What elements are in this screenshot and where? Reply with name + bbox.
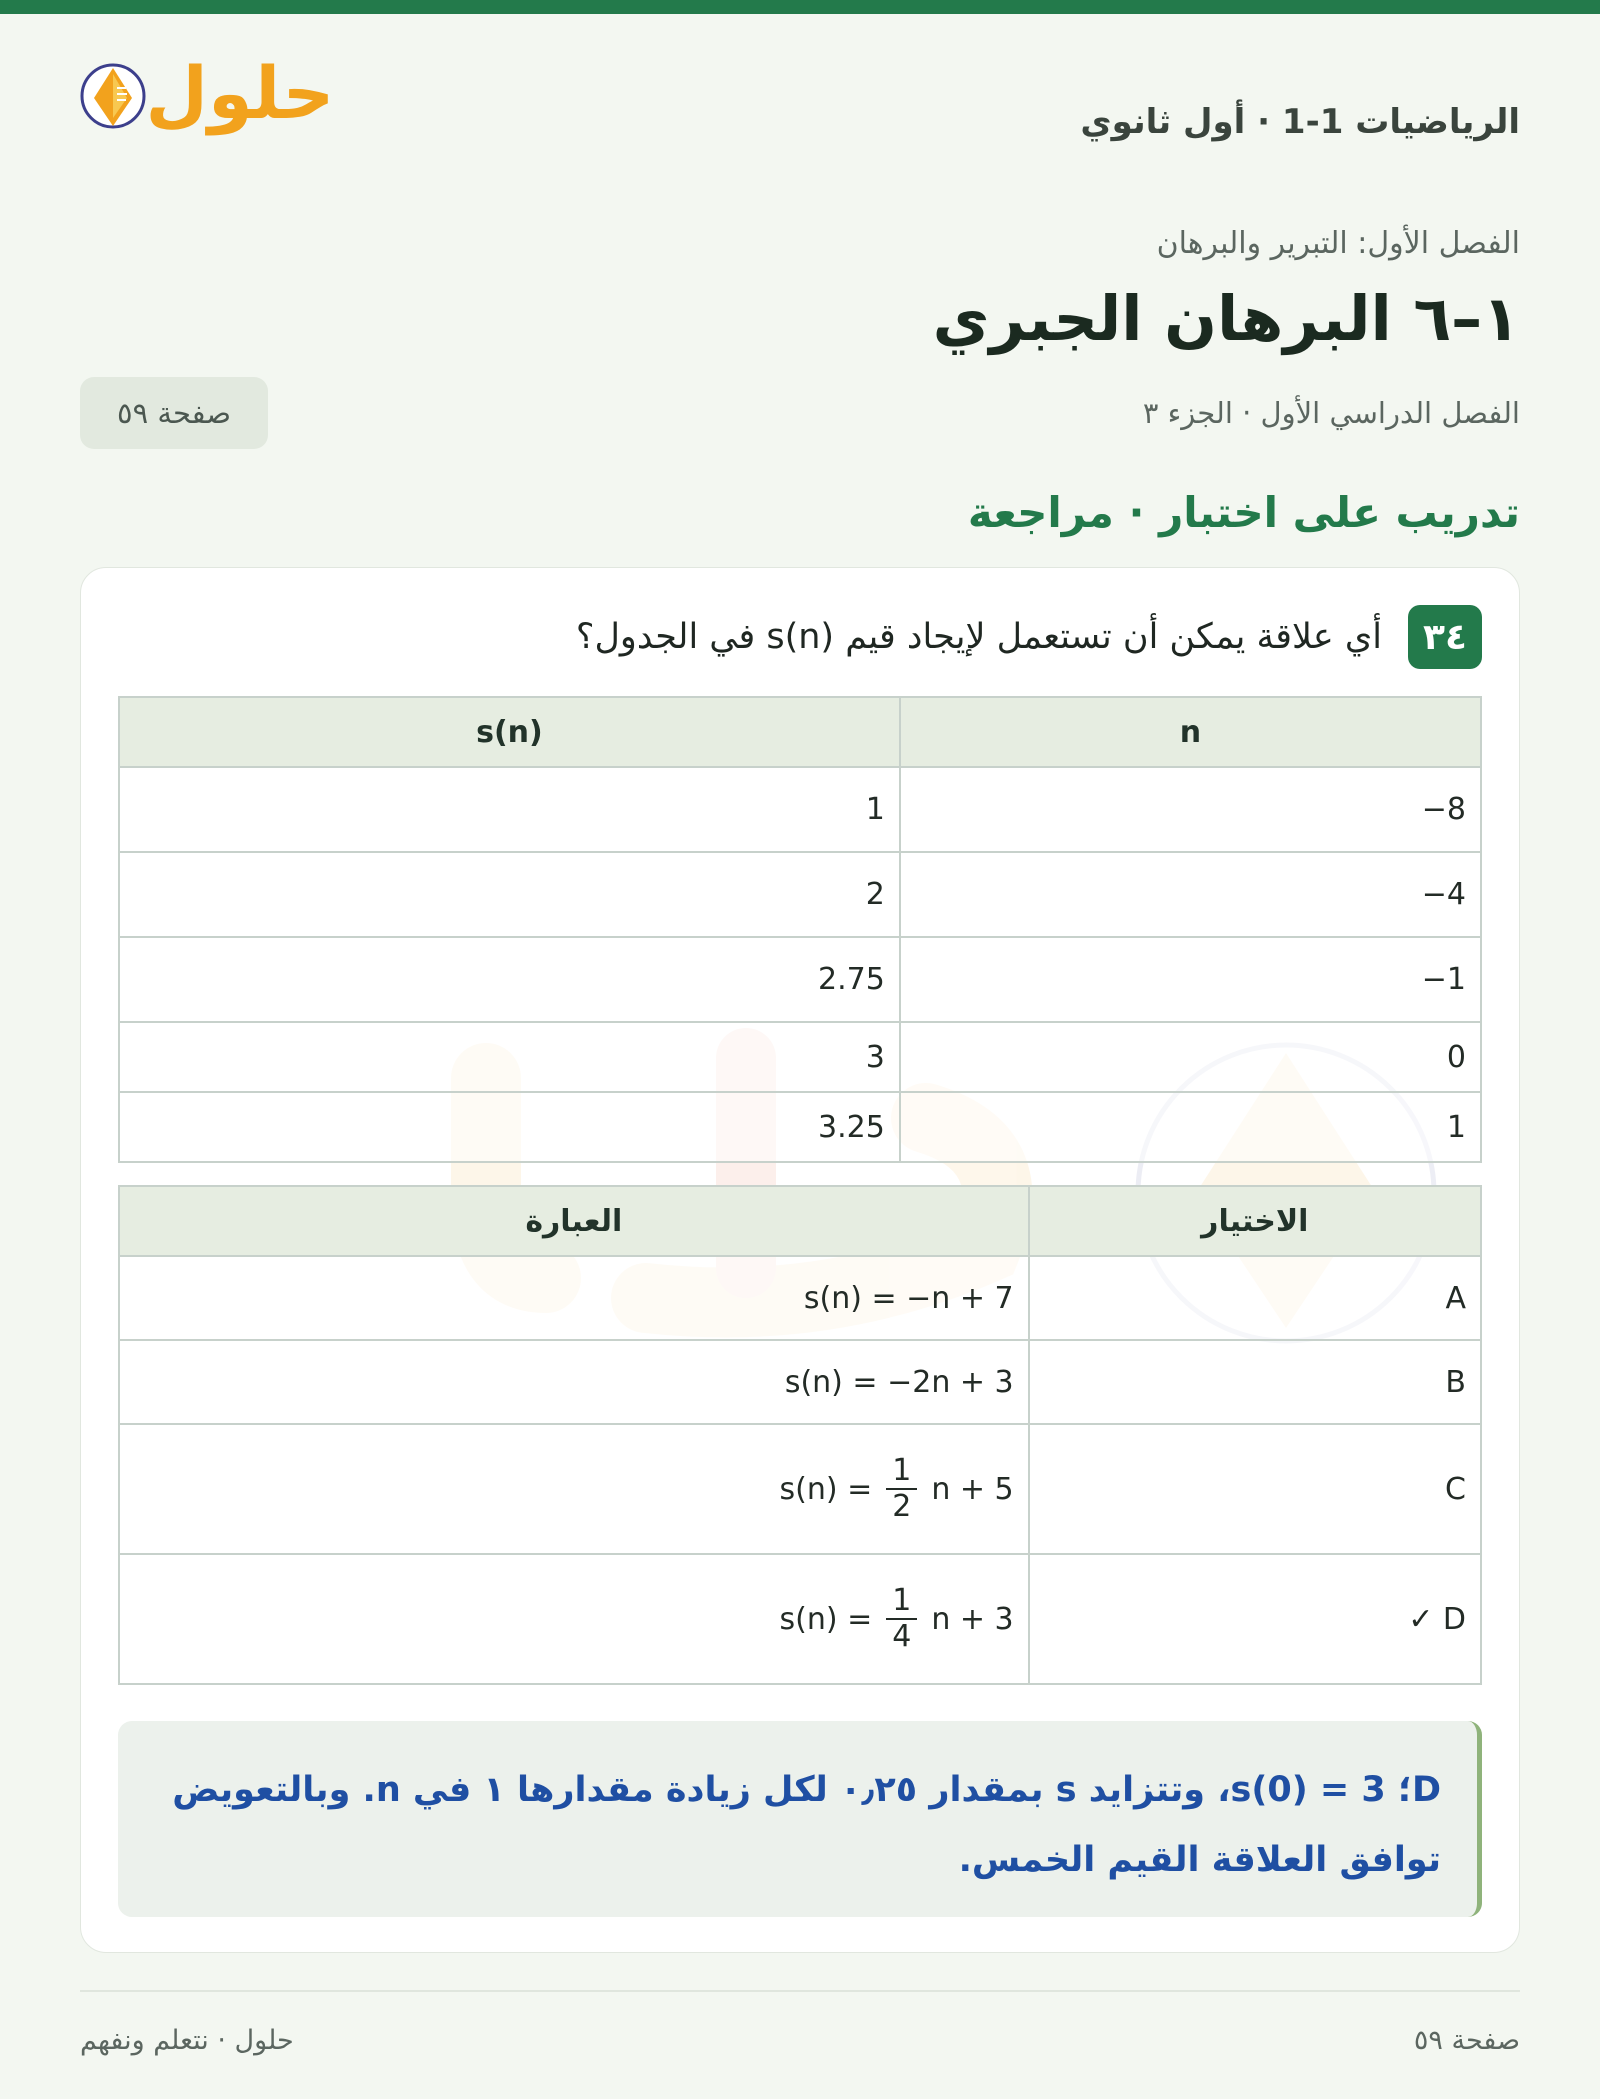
choice-row-a (119, 1256, 1481, 1340)
expression-rhs: n + 3 (931, 1601, 1014, 1637)
column-header-choice: الاختيار (1029, 1186, 1481, 1256)
expression-lhs: s(n) = (779, 1471, 873, 1507)
hulul-logo[interactable] (80, 60, 380, 190)
table-row (119, 1092, 1481, 1162)
sn-cell: 3.25 (119, 1092, 900, 1162)
n-cell: −8 (900, 767, 1481, 852)
choices-table-header-row (119, 1186, 1481, 1256)
fraction (886, 1584, 917, 1655)
choice-row-c (119, 1424, 1481, 1554)
n-cell: 1 (900, 1092, 1481, 1162)
choice-label: C (1029, 1424, 1481, 1554)
sn-cell: 2.75 (119, 937, 900, 1022)
question-number-badge: ٣٤ (1408, 605, 1482, 669)
sn-cell: 1 (119, 767, 900, 852)
answer-box (118, 1721, 1482, 1917)
values-table-header-row (119, 697, 1481, 767)
footer-divider (80, 1990, 1520, 1992)
question-header (576, 605, 1482, 669)
question-text: أي علاقة يمكن أن تستعمل لإيجاد قيم s(n) في الجدول؟ (575, 617, 1382, 657)
n-cell: −1 (900, 937, 1481, 1022)
choice-row-d (119, 1554, 1481, 1684)
term-label: الفصل الدراسي الأول · الجزء ٣ (1142, 396, 1520, 430)
expression-cell: s(n) = −2n + 3 (119, 1340, 1029, 1424)
subject-label: الرياضيات 1-1 · أول ثانوي (1080, 102, 1520, 142)
footer-page-number: صفحة ٥٩ (1413, 2025, 1520, 2056)
expression-lhs: s(n) = (779, 1601, 873, 1637)
page-header (80, 60, 1520, 190)
question-card (80, 567, 1520, 1953)
choice-row-b (119, 1340, 1481, 1424)
answer-text: D؛ s(0) = 3، وتتزايد s بمقدار ٠٫٢٥ لكل زيادة مقدارها ١ في n. وبالتعويض توافق العلاقة القيم الخمس. (172, 1770, 1441, 1880)
column-header-n: n (900, 697, 1481, 767)
table-row (119, 767, 1481, 852)
fraction (886, 1454, 917, 1525)
choices-table (118, 1185, 1482, 1685)
sn-cell: 2 (119, 852, 900, 937)
fraction-expression (779, 1584, 1013, 1655)
column-header-sn: s(n) (119, 697, 900, 767)
expression-rhs: n + 5 (931, 1471, 1014, 1507)
table-row (119, 937, 1481, 1022)
table-row (119, 852, 1481, 937)
fraction-denominator: 2 (886, 1488, 917, 1525)
chapter-label: الفصل الأول: التبرير والبرهان (1156, 226, 1520, 261)
fraction-numerator: 1 (892, 1452, 912, 1488)
column-header-expression: العبارة (119, 1186, 1029, 1256)
choice-label-correct: ✓ D (1029, 1554, 1481, 1684)
book-diamond-icon (80, 60, 380, 190)
section-title: تدريب على اختبار · مراجعة (967, 488, 1520, 537)
page-number-pill: صفحة ٥٩ (80, 377, 268, 449)
fraction-expression (779, 1454, 1013, 1525)
n-cell: −4 (900, 852, 1481, 937)
n-cell: 0 (900, 1022, 1481, 1092)
choice-label: A (1029, 1256, 1481, 1340)
footer-brand[interactable]: حلول · نتعلم ونفهم (80, 2025, 294, 2056)
expression-cell (119, 1424, 1029, 1554)
choice-label: B (1029, 1340, 1481, 1424)
fraction-numerator: 1 (892, 1582, 912, 1618)
logo-text: حلول (145, 60, 335, 135)
fraction-denominator: 4 (886, 1618, 917, 1655)
expression-cell: s(n) = −n + 7 (119, 1256, 1029, 1340)
lesson-title: ١–٦ البرهان الجبري (932, 282, 1520, 355)
expression-cell (119, 1554, 1029, 1684)
top-accent-bar (0, 0, 1600, 14)
table-row (119, 1022, 1481, 1092)
sn-cell: 3 (119, 1022, 900, 1092)
values-table (118, 696, 1482, 1163)
